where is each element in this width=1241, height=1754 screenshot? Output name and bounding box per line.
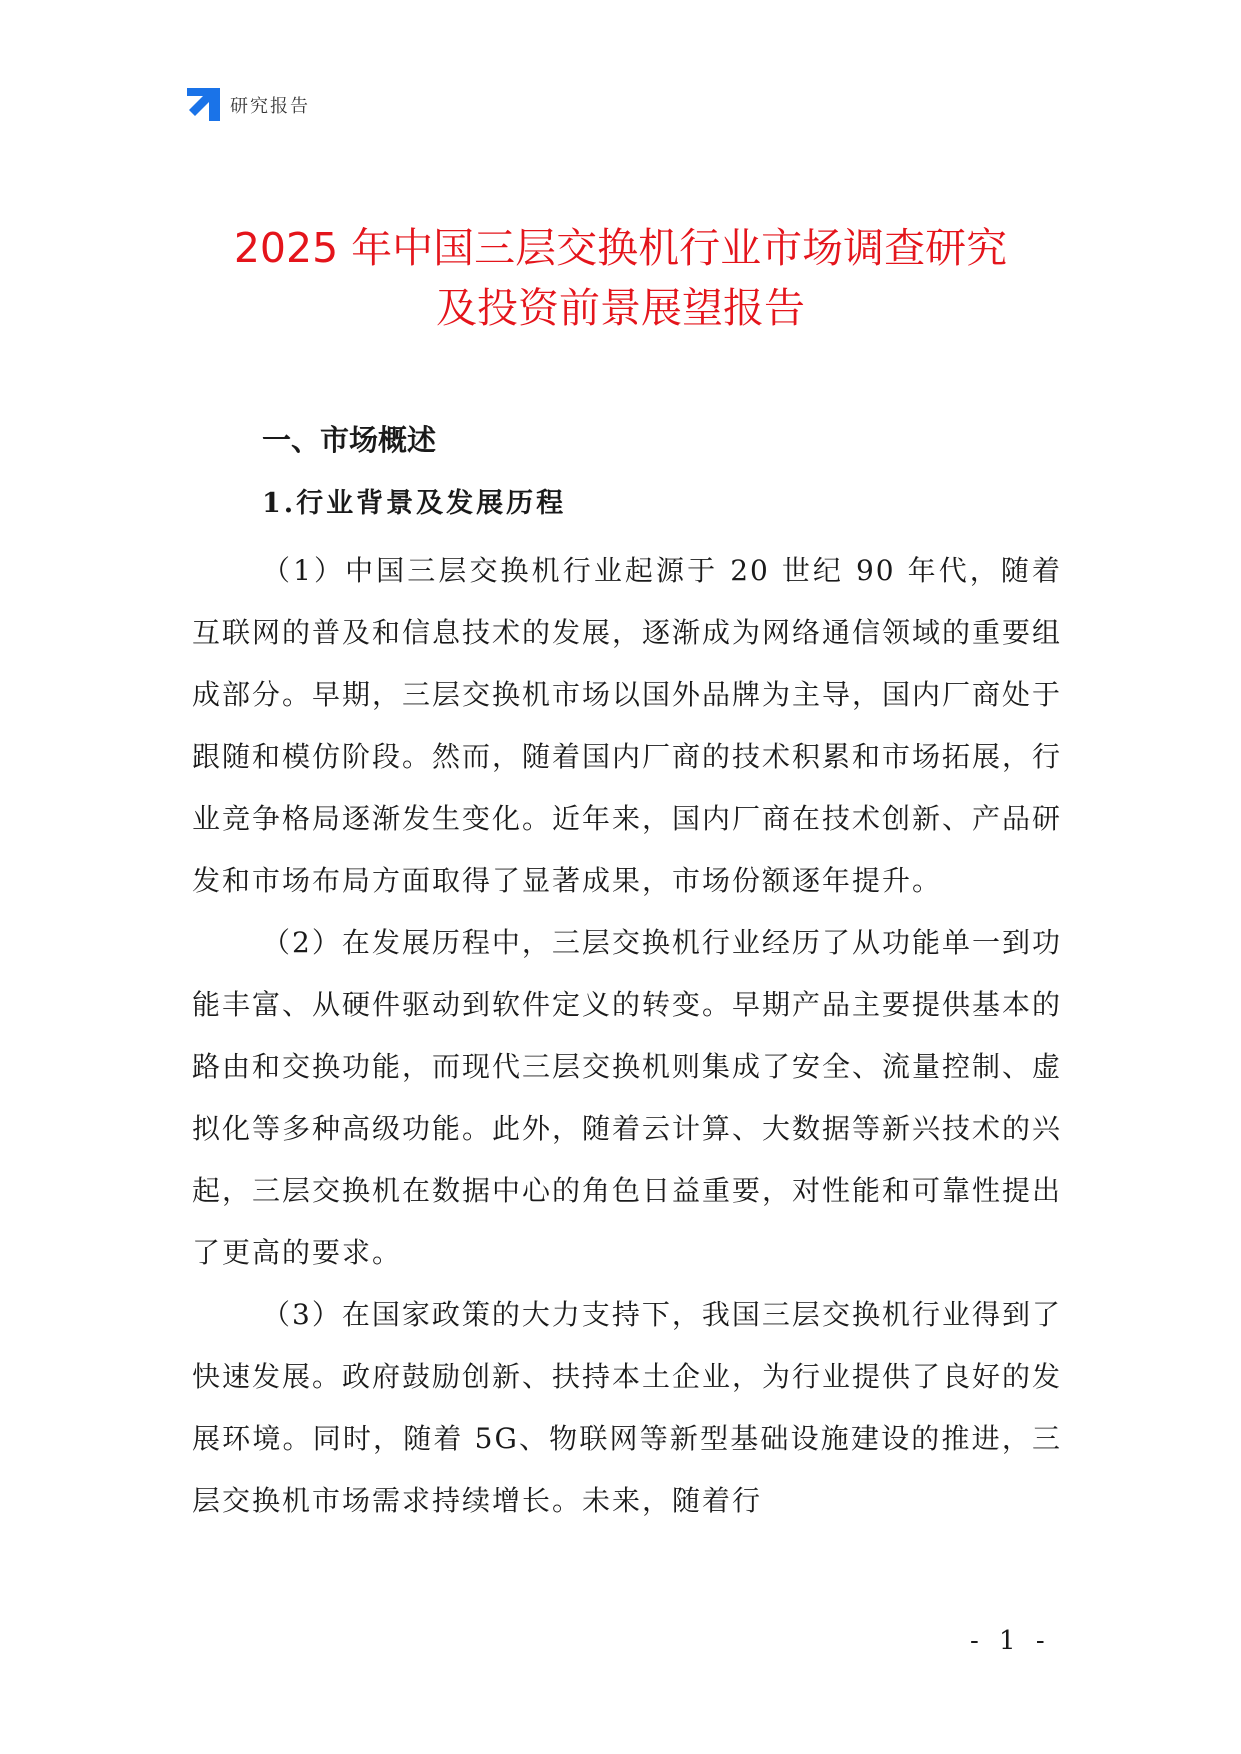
paragraph-1: （1）中国三层交换机行业起源于 20 世纪 90 年代，随着互联网的普及和信息技术的发展，逐渐成为网络通信领域的重要组成部分。早期，三层交换机市场以国外品牌为主导，国内厂商处于跟随和模仿阶段。然而，随着国内厂商的技术积累和市场拓展，行业竞争格局逐渐发生变化。近年来，国内厂商在技术创新、产品研发和市场布局方面取得了显著成果，市场份额逐年提升。 [192, 554, 1063, 897]
arrow-logo-icon [187, 88, 220, 121]
subheading: 1.行业背景及发展历程 [262, 488, 567, 519]
title-line-1: 2025 年中国三层交换机行业市场调查研究 [233, 224, 1008, 272]
body-text [192, 540, 1062, 1532]
paragraph-3: （3）在国家政策的大力支持下，我国三层交换机行业得到了快速发展。政府鼓励创新、扶持本土企业，为行业提供了良好的发展环境。同时，随着 5G、物联网等新型基础设施建设的推进，三层交换机市场需求持续增长。未来，随着行 [192, 1298, 1063, 1517]
paragraph-2: （2）在发展历程中，三层交换机行业经历了从功能单一到功能丰富、从硬件驱动到软件定义的转变。早期产品主要提供基本的路由和交换功能，而现代三层交换机则集成了安全、流量控制、虚拟化等多种高级功能。此外，随着云计算、大数据等新兴技术的兴起，三层交换机在数据中心的角色日益重要，对性能和可靠性提出了更高的要求。 [192, 926, 1063, 1269]
header-label: 研究报告 [230, 95, 310, 117]
title-line-2: 及投资前景展望报告 [436, 284, 805, 332]
page-number: - 1 - [970, 1626, 1051, 1656]
report-title [120, 218, 1121, 338]
section-heading: 一、市场概述 [262, 423, 437, 457]
report-header [187, 88, 310, 121]
